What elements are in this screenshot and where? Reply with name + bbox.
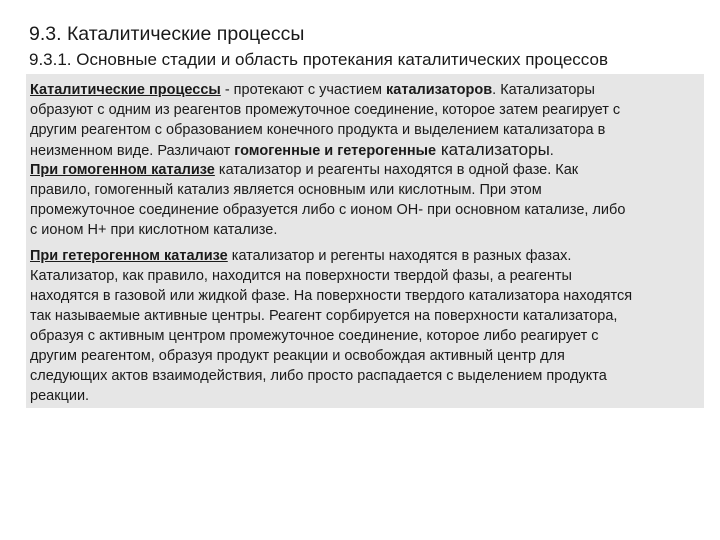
text-run: неизменном виде. Различают xyxy=(30,143,235,159)
text-line: реакции. xyxy=(30,388,90,404)
term-homogeneous-catalysis: При гомогенном катализе xyxy=(30,162,215,178)
text-run: катализатор и реагенты находятся в одной фазе. Как xyxy=(214,162,579,178)
text-line xyxy=(30,80,700,100)
term-catalytic-processes: Каталитические процессы xyxy=(30,82,221,98)
text-line: так называемые активные центры. Реагент сорбируется на поверхности катализатора, xyxy=(30,308,618,324)
text-line xyxy=(30,246,700,266)
text-run: - протекают с участием xyxy=(220,82,387,98)
text-line: промежуточное соединение образуется либо с ионом ОН- при основном катализе, либо xyxy=(30,202,626,218)
text-line: образуя с активным центром промежуточное соединение, которое либо реагирует с xyxy=(30,328,599,344)
text-line: другим реагентом, образуя продукт реакции и освобождая активный центр для xyxy=(30,348,565,364)
text-line xyxy=(30,160,700,180)
text-line: образуют с одним из реагентов промежуточное соединение, которое затем реагирует с xyxy=(30,102,621,118)
text-line: правило, гомогенный катализ является основным или кислотным. При этом xyxy=(30,182,542,198)
term-heterogeneous-catalysis: При гетерогенном катализе xyxy=(30,248,228,264)
text-line: Катализатор, как правило, находится на поверхности твердой фазы, а реагенты xyxy=(30,268,572,284)
text-line: находятся в газовой или жидкой фазе. На поверхности твердого катализатора находятся xyxy=(30,288,633,304)
text-run: катализатор и регенты находятся в разных фазах. xyxy=(227,248,572,264)
text-line: другим реагентом с образованием конечного продукта и выделением катализатора в xyxy=(30,122,606,138)
term-homogeneous-heterogeneous: гомогенные и гетерогенные xyxy=(234,143,437,159)
paragraph-homogeneous-catalysis xyxy=(30,160,700,240)
text-run: . Катализаторы xyxy=(492,82,595,98)
text-run: . xyxy=(549,143,554,159)
section-subtitle: 9.3.1. Основные стадии и область протекания каталитических процессов xyxy=(29,50,608,69)
term-catalysts: катализаторов xyxy=(386,82,493,98)
text-line xyxy=(30,140,700,161)
paragraph-catalytic-processes xyxy=(30,80,700,161)
paragraph-heterogeneous-catalysis xyxy=(30,246,700,406)
page-title: 9.3. Каталитические процессы xyxy=(29,23,305,45)
text-line: с ионом Н+ при кислотном катализе. xyxy=(30,222,278,238)
term-catalysts-large: катализаторы xyxy=(436,140,550,159)
text-line: следующих актов взаимодействия, либо просто распадается с выделением продукта xyxy=(30,368,607,384)
